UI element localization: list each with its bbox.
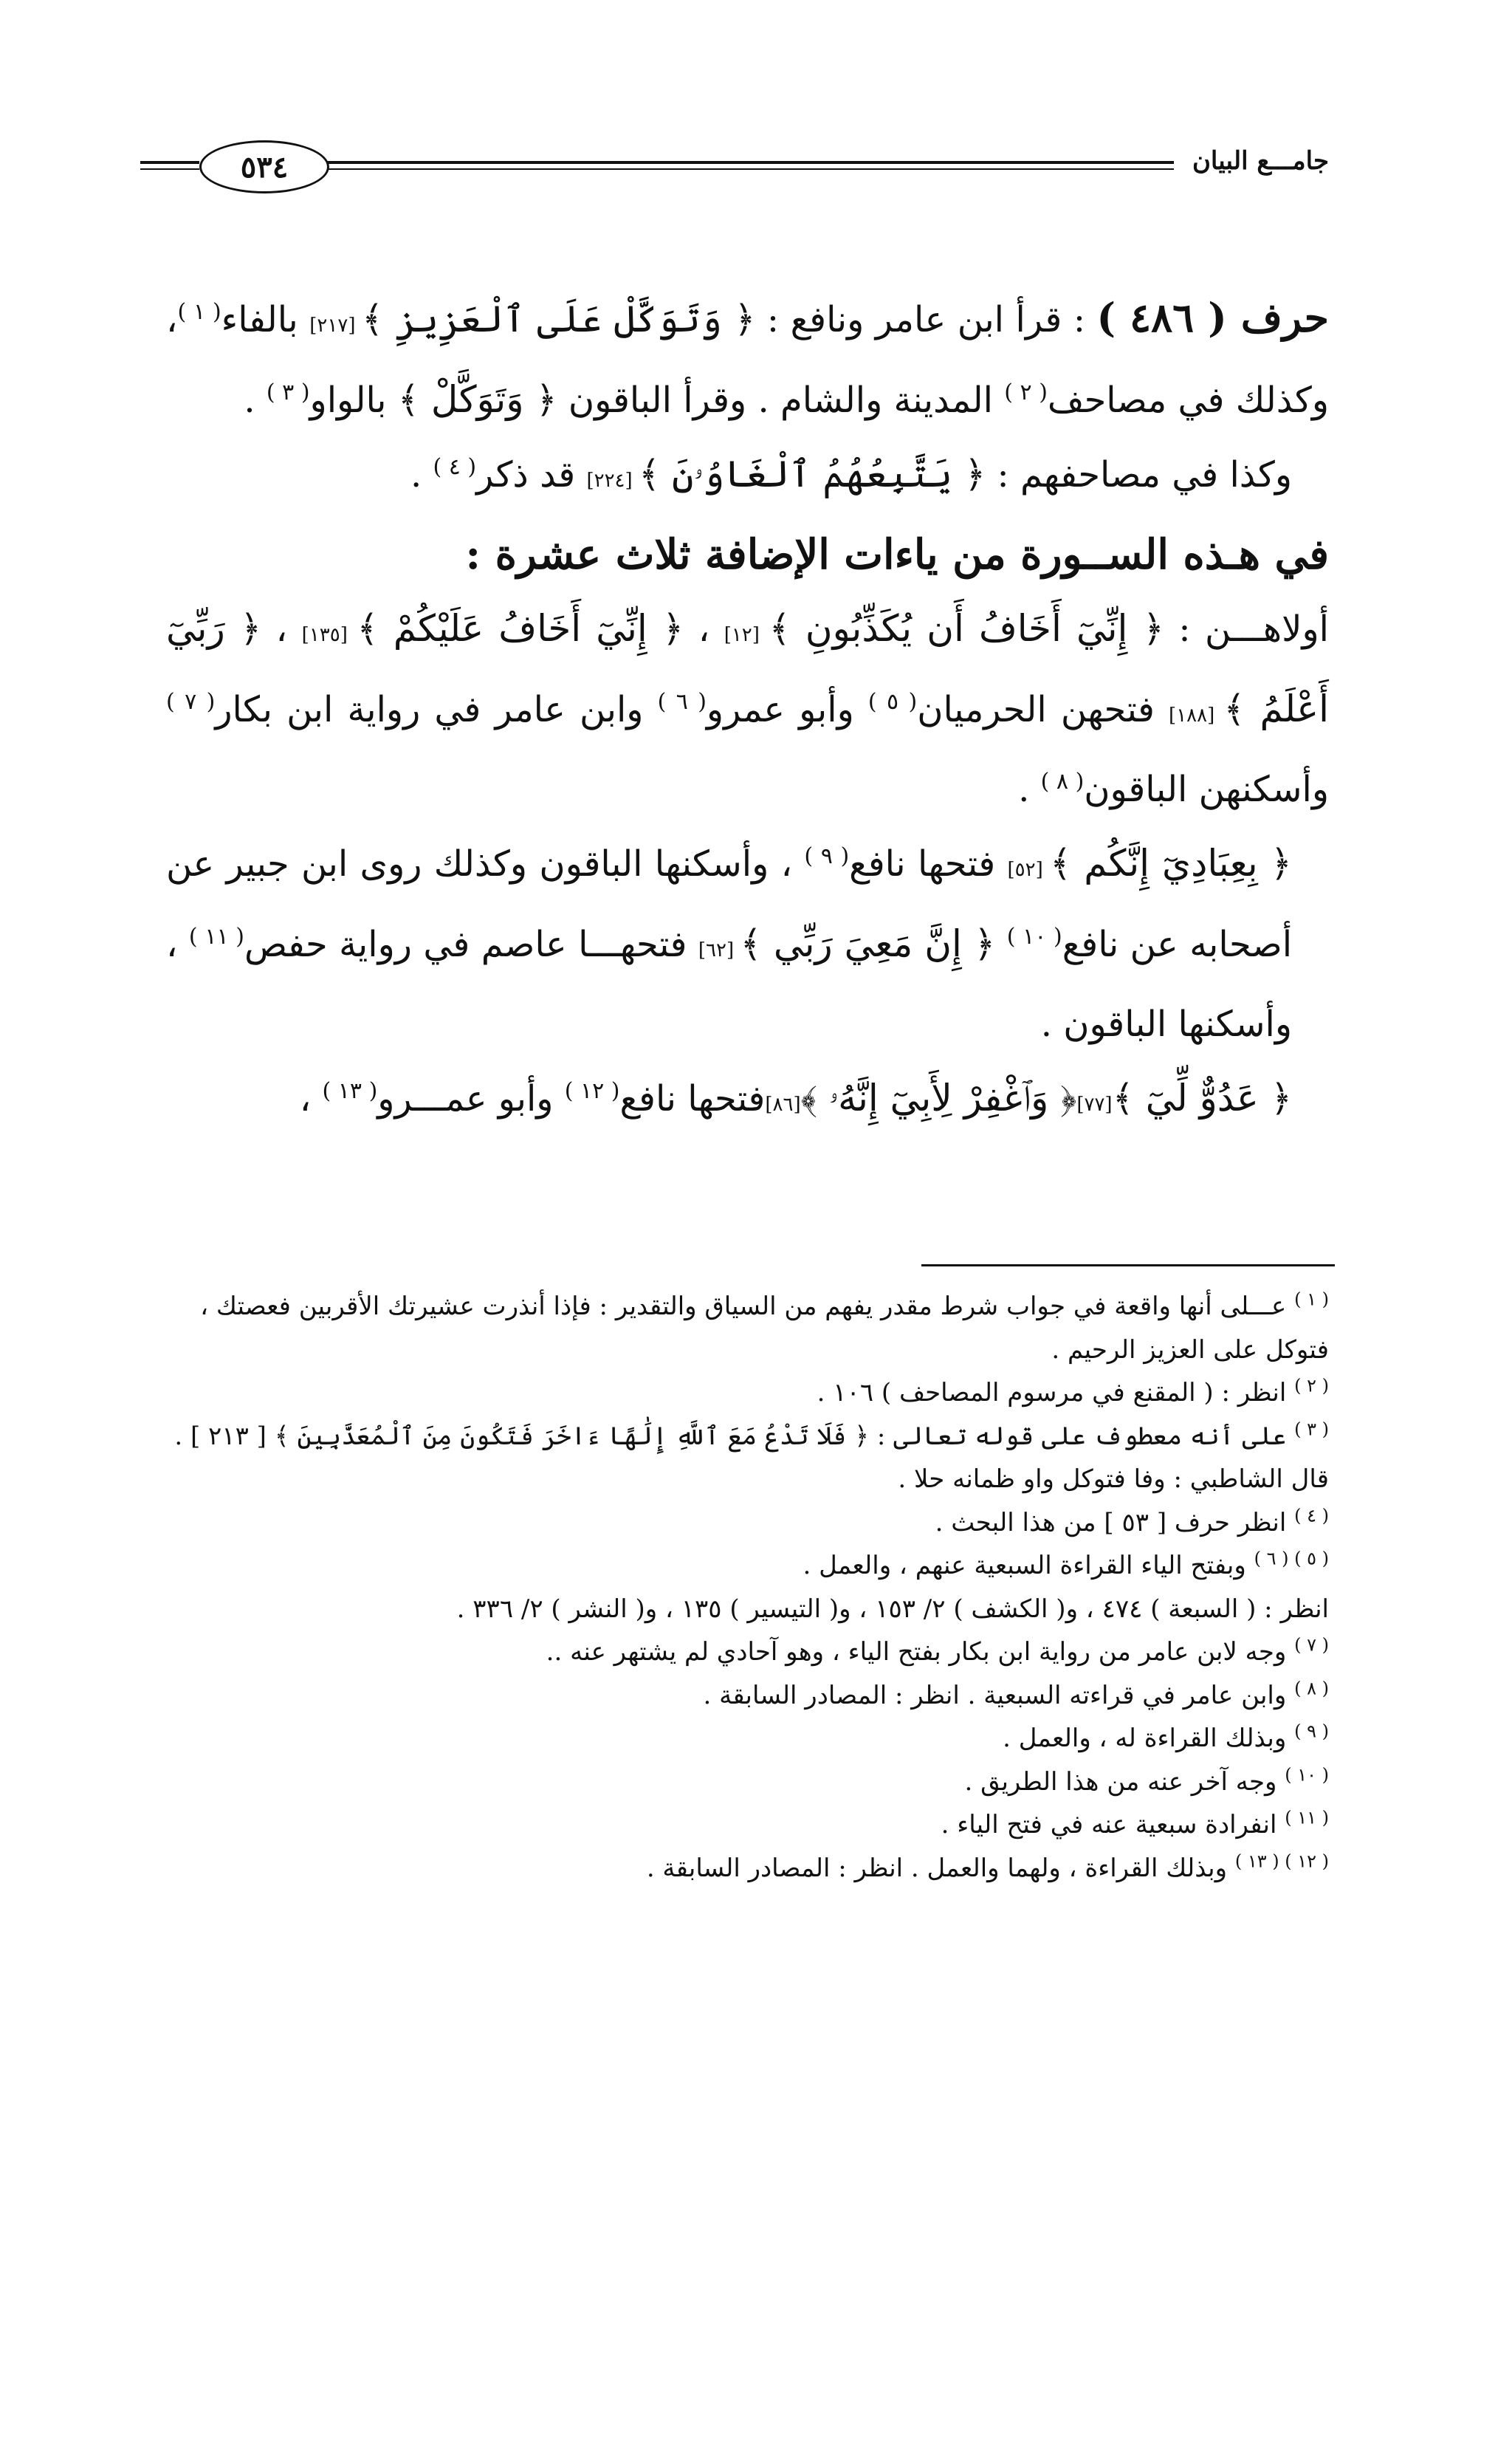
footnote <box>166 1458 1329 1501</box>
verse-number: [٧٧] <box>1076 1094 1113 1116</box>
text: : قرأ ابن عامر ونافع : <box>755 299 1097 340</box>
footnote <box>166 1674 1329 1718</box>
footnote <box>166 1415 1329 1458</box>
footnote-ref[interactable]: ( ١٠ ) <box>1006 924 1062 950</box>
verse-number: [١٣٥] <box>301 624 357 646</box>
section-heading: في هـذه الســورة من ياءات الإضافة ثلاث عشرة : <box>465 530 1329 579</box>
footnote-mark: ( ١٠ ) <box>1285 1764 1329 1786</box>
verse-number: [٥٢] <box>1007 859 1051 881</box>
footnote-mark: ( ٧ ) <box>1294 1634 1329 1656</box>
footnote-ref[interactable]: ( ١ ) <box>177 299 221 325</box>
text: وأبو عمرو <box>706 689 868 730</box>
footnote-text: انظر : ( السبعة ) ٤٧٤ ، و( الكشف ) ٢/ ١٥٣ ، و( التيسير ) ١٣٥ ، و( النشر ) ٢/ ٣٣٦ . <box>456 1594 1329 1624</box>
footnotes <box>166 1285 1329 1890</box>
footnote-mark: ( ٤ ) <box>1294 1505 1329 1526</box>
verse-number: [١٢] <box>724 624 769 646</box>
text: وابن عامر في رواية ابن بكار <box>215 689 658 730</box>
footnote-mark: ( ٨ ) <box>1294 1678 1329 1699</box>
paragraph-aduwwun <box>166 1061 1329 1142</box>
footnote-mark: ( ١ ) <box>1294 1289 1329 1310</box>
text: فتحها نافع <box>849 843 1008 885</box>
footnote-ref[interactable]: ( ٧ ) <box>166 689 216 715</box>
text: فتحهـــا عاصم في رواية حفص <box>244 924 698 965</box>
footnote <box>166 1847 1329 1890</box>
footnote-mark: ( ٩ ) <box>1294 1721 1329 1742</box>
footnote-ref[interactable]: ( ١٣ ) <box>322 1078 378 1104</box>
page-number: ٥٣٤ <box>199 140 329 193</box>
footnote-ref[interactable]: ( ٢ ) <box>1004 380 1048 405</box>
header-rule-left-thin <box>140 168 199 170</box>
footnote-text: على أنه معطوف على قوله تعالى : ﴿ فَلَا تَدْعُ مَعَ ٱللَّهِ إِلَٰهًا ءَاخَرَ فَتَكُونَ مِنَ ٱلْمُعَذَّبِينَ ﴾ [ ٢١٣ ] . <box>174 1421 1295 1451</box>
quran-verse: ﴿ إِنِّيٓ أَخَافُ عَلَيْكُمْ ﴾ <box>357 607 684 650</box>
text: ، وأسكنها الباقون . <box>166 924 1292 1045</box>
footnote-ref[interactable]: ( ١٢ ) <box>564 1078 620 1104</box>
text: المدينة والشام . وقرأ الباقون <box>557 380 1005 421</box>
text: . <box>410 454 433 496</box>
footnote-text: انظر : ( المقنع في مرسوم المصاحف ) ١٠٦ . <box>817 1378 1295 1407</box>
quran-verse: ﴿ عَدُوٌّ لِّيٓ ﴾ <box>1112 1077 1292 1119</box>
footnote-mark: ( ١١ ) <box>1285 1807 1329 1828</box>
footnote-mark: ( ١٢ ) ( ١٣ ) <box>1234 1851 1329 1872</box>
footnote <box>166 1631 1329 1674</box>
text: ، وكذلك في مصاحف <box>166 299 1329 421</box>
verse-number: [٦٢] <box>698 939 740 961</box>
text: ، <box>684 608 724 650</box>
quran-verse: ﴿ وَتَوَكَّلْ ﴾ <box>397 378 557 421</box>
footnote-ref[interactable]: ( ٩ ) <box>804 843 850 869</box>
header-rule-thick <box>317 161 1174 164</box>
quran-verse: ﴿ رَبِّيٓ أَعْلَمُ ﴾ <box>166 607 1329 730</box>
footnote-text: وابن عامر في قراءته السبعية . انظر : المصادر السابقة . <box>703 1680 1295 1710</box>
paragraph-ibadi <box>166 826 1329 1061</box>
footnote-text: وبفتح الياء القراءة السبعية عنهم ، والعمل . <box>803 1551 1254 1580</box>
footnote <box>166 1544 1329 1588</box>
quran-verse: ﴿ يَتَّبِعُهُمُ ٱلْغَاوُۥنَ ﴾ <box>638 453 986 496</box>
text: وأسكنهن الباقون <box>1084 769 1329 810</box>
text: . <box>244 380 267 421</box>
footnote <box>166 1285 1329 1371</box>
footnote-text: وبذلك القراءة ، ولهما والعمل . انظر : المصادر السابقة . <box>646 1853 1235 1883</box>
quran-verse: ﴿ وَتَوَكَّلْ عَلَى ٱلْعَزِيزِ ﴾ <box>362 298 756 340</box>
quran-verse: ﴿ بِعِبَادِيٓ إِنَّكُم ﴾ <box>1050 842 1292 885</box>
text: فتحها نافع <box>619 1078 766 1119</box>
footnote <box>166 1760 1329 1804</box>
verse-number: [١٨٨] <box>1169 704 1224 727</box>
footnote-text: انظر حرف [ ٥٣ ] من هذا البحث . <box>935 1507 1295 1537</box>
text: وكذا في مصاحفهم : <box>986 454 1292 496</box>
footnote-separator <box>921 1264 1335 1266</box>
text: أولاهـــن : <box>1164 608 1329 650</box>
text: ، <box>261 608 302 650</box>
running-title: جامـــع البيان <box>1192 146 1329 176</box>
verse-number: [٨٦] <box>765 1094 801 1116</box>
header-rule-left-thick <box>140 161 199 164</box>
footnote-text: وجه لابن عامر من رواية ابن بكار بفتح الياء ، وهو آحادي لم يشتهر عنه .. <box>546 1637 1295 1667</box>
main-text <box>166 281 1329 1142</box>
footnote-text: وبذلك القراءة له ، والعمل . <box>1003 1724 1295 1753</box>
footnote-text: قال الشاطبي : وفا فتوكل واو ظمانه حلا . <box>898 1464 1329 1494</box>
header-rule-thin <box>317 168 1174 170</box>
footnote <box>166 1717 1329 1760</box>
verse-number: [٢١٧] <box>309 315 362 337</box>
quran-verse: ﴿ إِنَّ مَعِيَ رَبِّي ﴾ <box>740 922 996 965</box>
quran-verse: ﴿ وَٱغْفِرْ لِأَبِيٓ إِنَّهُۥ ﴾ <box>800 1077 1077 1119</box>
footnote-mark: ( ٢ ) <box>1294 1375 1329 1396</box>
footnote <box>166 1371 1329 1415</box>
quran-verse: ﴿ إِنِّيٓ أَخَافُ أَن يُكَذِّبُونِ ﴾ <box>769 607 1164 650</box>
footnote-text: وجه آخر عنه من هذا الطريق . <box>964 1766 1285 1797</box>
harf-heading: حرف ( ٤٨٦ ) <box>1096 294 1330 341</box>
text <box>995 924 1006 965</box>
footnote-text: عـــلى أنها واقعة في جواب شرط مقدر يفهم من السياق والتقدير : فإذا أنذرت عشيرتك الأقربين فعصتك ، فتوكل على العزيز الرحيم . <box>200 1292 1329 1365</box>
footnote-text: انفرادة سبعية عنه في فتح الياء . <box>941 1810 1285 1839</box>
text: قد ذكر <box>476 454 587 496</box>
footnote-ref[interactable]: ( ١١ ) <box>188 924 244 950</box>
text: بالفاء <box>221 299 310 340</box>
text: وأبو عمـــرو <box>377 1078 565 1119</box>
verse-number: [٢٢٤] <box>586 470 639 492</box>
text: فتحهن الحرميان <box>917 689 1169 730</box>
footnote-mark: ( ٥ ) ( ٦ ) <box>1254 1548 1329 1569</box>
text: ، <box>299 1078 323 1119</box>
text: ، وأسكنها الباقون وكذلك روى ابن جبير عن أصحابه عن نافع <box>166 843 1293 965</box>
footnote <box>166 1501 1329 1545</box>
footnote <box>166 1803 1329 1847</box>
paragraph-masahif <box>166 437 1329 518</box>
text: بالواو <box>309 380 398 421</box>
page-header <box>133 140 1329 192</box>
footnote-ref[interactable]: ( ٣ ) <box>266 380 310 405</box>
text: . <box>1018 769 1041 810</box>
paragraph-harf-486 <box>166 281 1329 437</box>
footnote-ref[interactable]: ( ٦ ) <box>657 689 707 715</box>
footnote-ref[interactable]: ( ٨ ) <box>1040 769 1085 795</box>
paragraph-first-ya <box>166 592 1329 826</box>
footnote-ref[interactable]: ( ٤ ) <box>433 454 477 480</box>
footnote <box>166 1588 1329 1631</box>
footnote-mark: ( ٣ ) <box>1294 1419 1329 1440</box>
footnote-ref[interactable]: ( ٥ ) <box>867 689 918 715</box>
